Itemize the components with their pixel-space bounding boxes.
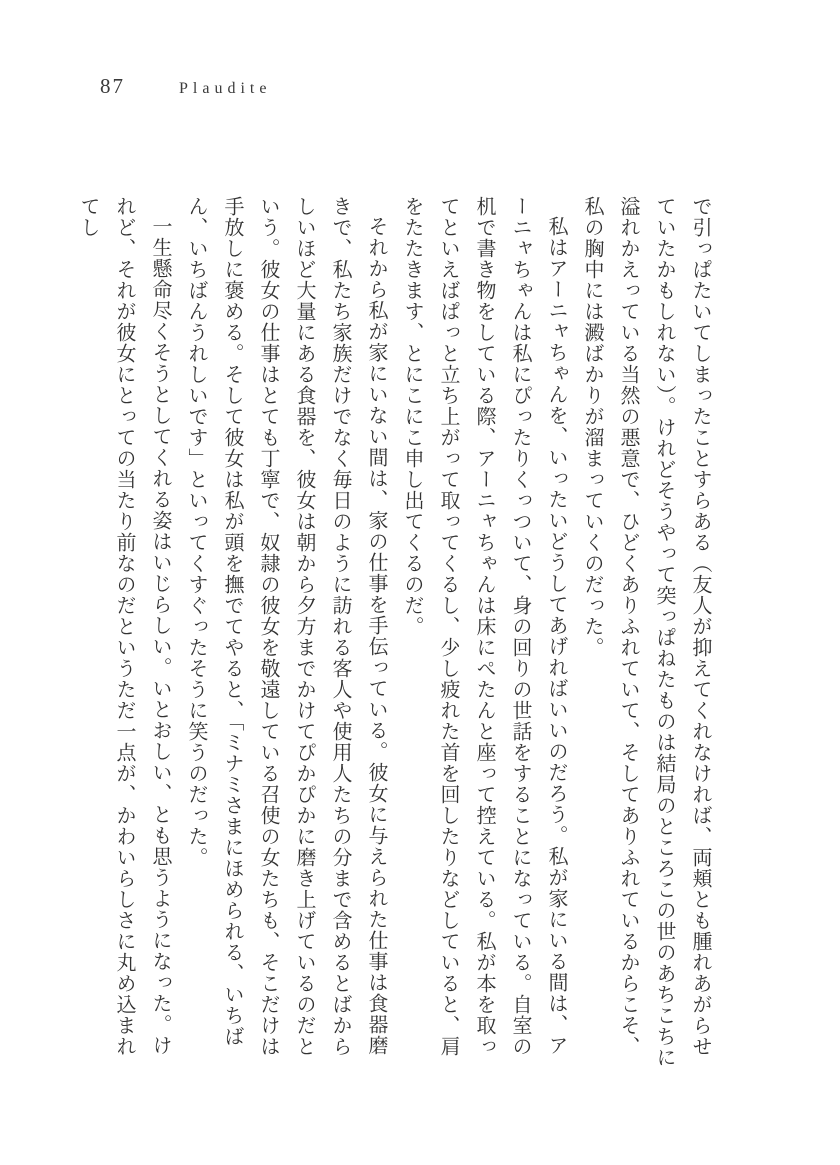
paragraph-closing: 一生懸命尽くそうとしてくれる姿はいじらしい。いとおしい、とも思うようになった。けれど、それが彼女にとっての当たり前なのだというただ一点が、かわいらしさに丸め込まれてし	[77, 196, 171, 1057]
page-number: 87	[100, 74, 125, 98]
body-text	[77, 196, 718, 1074]
paragraph-continuation: で引っぱたいてしまったことすらある（友人が抑えてくれなければ、両頬とも腫れあがらせていたかもしれない）。けれどそうやって突っぱねたものは結局のところこの世のあちこちに溢れかえっている当然の悪意で、ひどくありふれていて、そしてありふれているからこそ、私の胸中には澱ばかりが溜まっていくのだった。	[581, 196, 711, 1068]
page-header	[100, 74, 271, 99]
running-title: Plaudite	[179, 80, 272, 97]
paragraph-anya-care: 私はアーニャちゃんを、いったいどうしてあげればいいのだろう。私が家にいる間は、アーニャちゃんは私にぴったりくっついて、身の回りの世話をすることになっている。自室の机で書き物をしている際、アーニャちゃんは床にぺたんと座って控えている。私が本を取ってといえばぱっと立ち上がって取ってくるし、少し疲れた首を回したりなどしていると、肩をたたきます、とにこにこ申し出てくるのだ。	[401, 196, 567, 1057]
paragraph-housework: それから私が家にいない間は、家の仕事を手伝っている。彼女に与えられた仕事は食器磨きで、私たち家族だけでなく毎日のように訪れる客人や使用人たちの分まで含めるとばからしいほど大量にある食器を、彼女は朝から夕方までかけてぴかぴかに磨き上げているのだという。彼女の仕事はとても丁寧で、奴隷の彼女を敬遠している召使の女たちも、そこだけは手放しに褒める。そして彼女は私が頭を撫でてやると、「ミナミさまにほめられる、いちばん、いちばんうれしいです」といってくすぐったそうに笑うのだった。	[185, 196, 387, 1057]
